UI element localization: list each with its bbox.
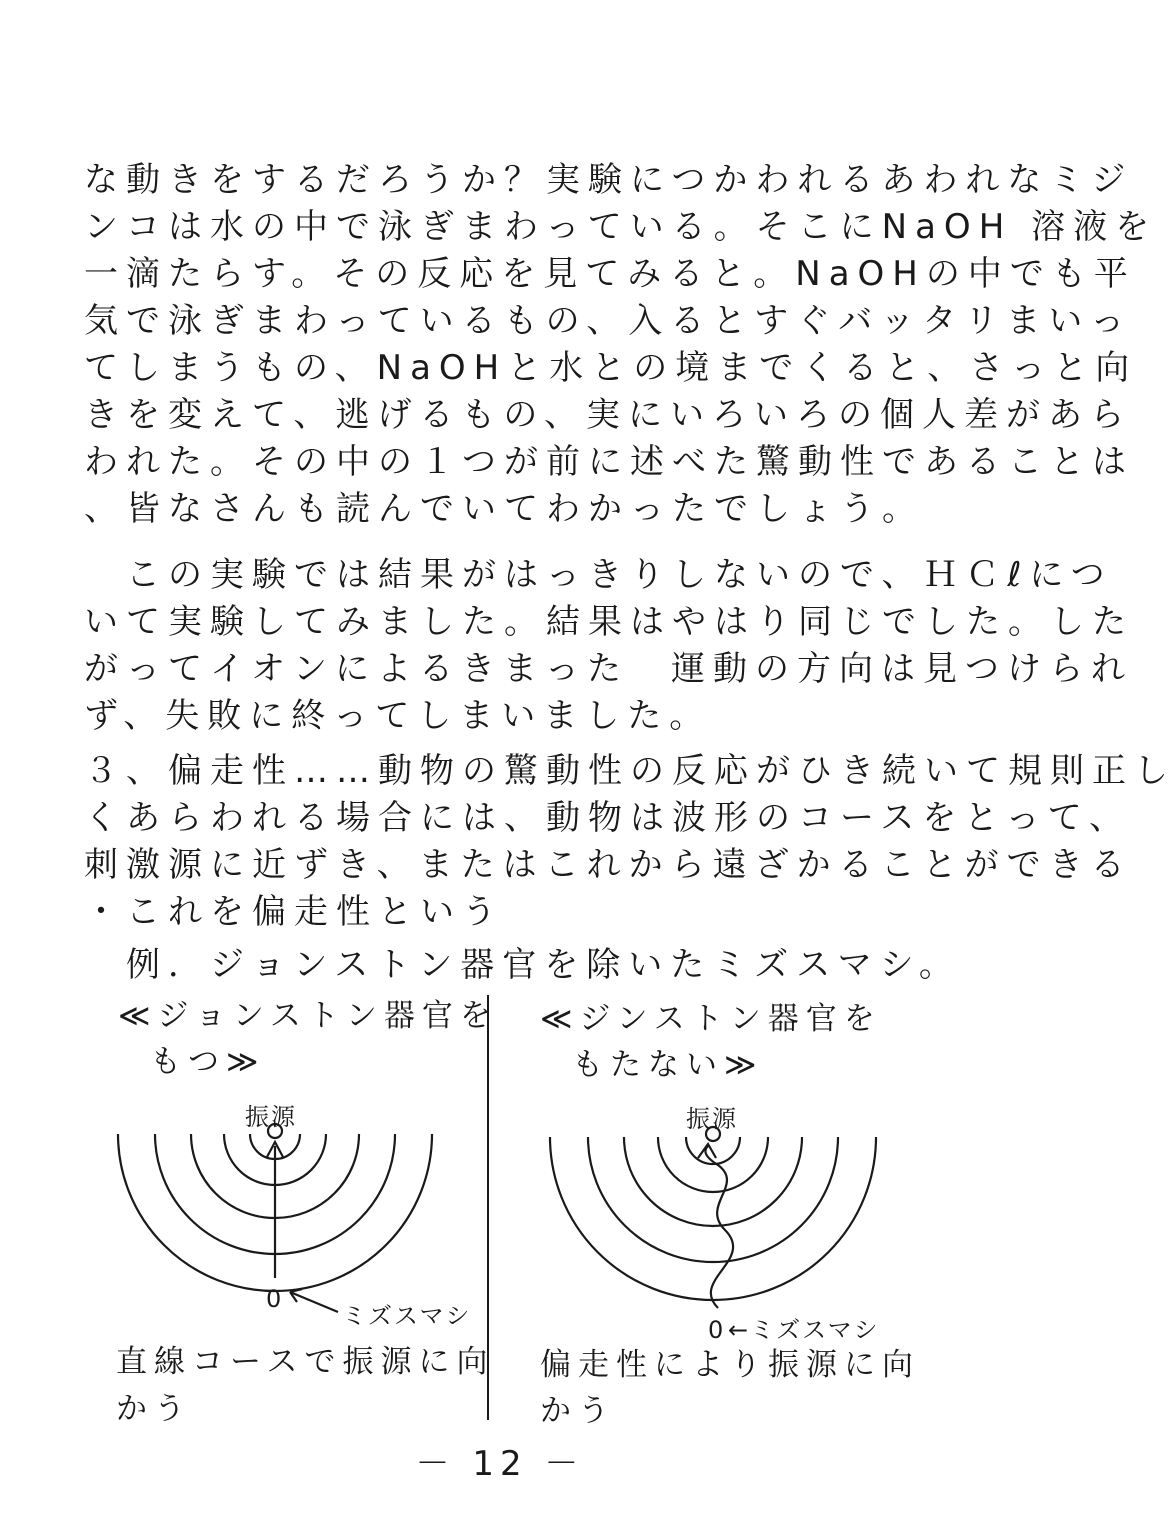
left-caption-line1: 直線コースで振源に向 (116, 1344, 495, 1380)
body-line-15: 刺激源に近ずき、またはこれから遠ざかることができる (84, 845, 1133, 885)
right-source-label: 振源 (686, 1105, 738, 1133)
left-start-marker: 0 (266, 1285, 284, 1313)
left-insect-label: ミズスマシ (342, 1302, 472, 1330)
body-line-14: くあらわれる場合には、動物は波形のコースをとって、 (84, 798, 1131, 838)
body-line-10: いて実験してみました。結果はやはり同じでした。した (84, 602, 1134, 642)
right-wave-ring-3 (624, 1137, 802, 1226)
body-line-9: この実験では結果がはっきりしないので、ＨＣℓにつ (84, 555, 1113, 595)
left-figure-title-line2: もつ≫ (150, 1044, 266, 1080)
body-line-8: 、皆なさんも読んでいてわかったでしょう。 (84, 489, 924, 529)
body-line-4: 気で泳ぎまわっているもの、入るとすぐバッタリまいっ (84, 301, 1133, 341)
right-caption-line2: かう (540, 1393, 616, 1429)
left-source-label: 振源 (245, 1103, 297, 1131)
body-line-17: 例．ジョンストン器官を除いたミズスマシ。 (84, 945, 961, 985)
right-start-marker: 0 (708, 1316, 726, 1344)
body-line-11: がってイオンによるきまった 運動の方向は見つけられ (84, 649, 1133, 689)
page-number: － 12 － (415, 1444, 585, 1484)
body-line-5: てしまうもの、NaOHと水との境までくると、さっと向 (84, 348, 1138, 388)
right-caption-line1: 偏走性により振源に向 (540, 1347, 920, 1383)
left-caption-line2: かう (116, 1391, 192, 1427)
body-line-16: ・これを偏走性という (84, 892, 504, 932)
right-figure-title-line1: ≪ジンストン器官を (540, 1001, 882, 1037)
body-line-7: われた。その中の１つが前に述べた驚動性であることは (84, 442, 1134, 482)
left-pointer-arrow (290, 1289, 338, 1312)
body-line-6: きを変えて、逃げるもの、実にいろいろの個人差があら (84, 395, 1132, 435)
body-line-3: 一滴たらす。その反応を見てみると。NaOHの中でも平 (84, 254, 1136, 294)
body-line-12: ず、失敗に終ってしまいました。 (84, 696, 712, 736)
body-line-2: ンコは水の中で泳ぎまわっている。そこにNaOH 溶液を (84, 207, 1158, 247)
left-figure-title-line1: ≪ジョンストン器官を (118, 998, 498, 1034)
right-insect-label: ←ミズスマシ (728, 1316, 880, 1344)
body-line-13: ３、偏走性……動物の驚動性の反応がひき続いて規則正し (84, 751, 1176, 791)
right-figure-title-line2: もたない≫ (572, 1047, 764, 1083)
body-line-1: な動きをするだろうか？実験につかわれるあわれなミジ (84, 160, 1134, 200)
